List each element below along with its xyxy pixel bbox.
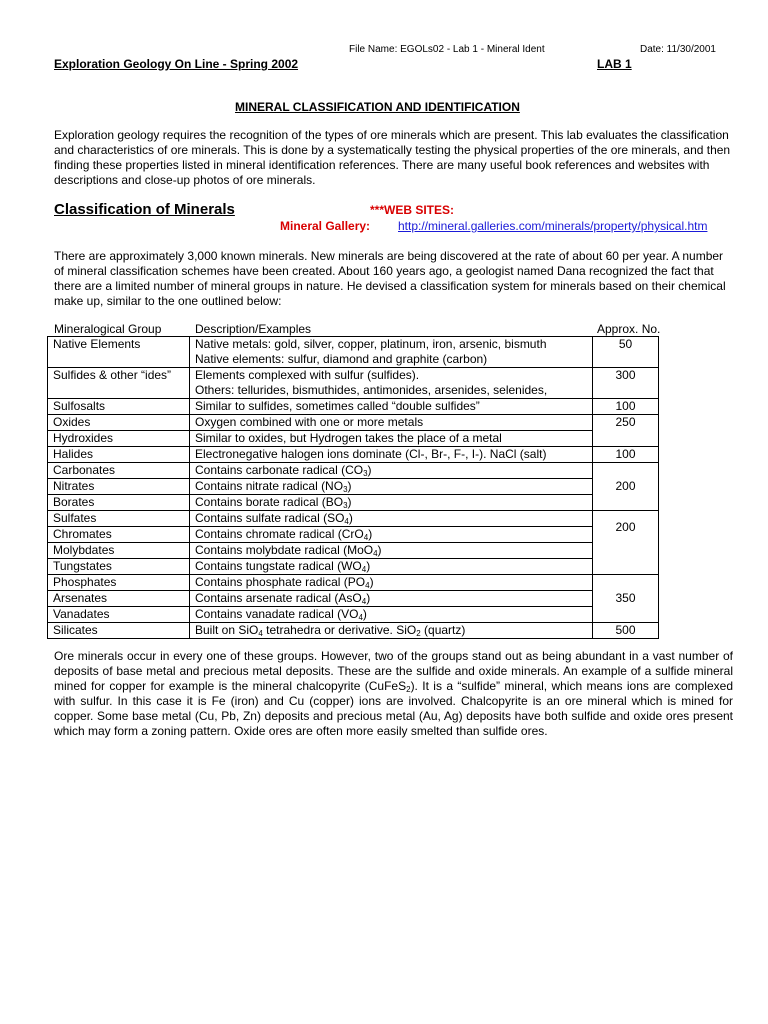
table-row	[48, 447, 659, 463]
description-cell: Contains molybdate radical (MoO$_4$)	[190, 543, 593, 559]
count-cell: 300	[593, 368, 659, 399]
table-row	[48, 337, 659, 368]
table-row	[48, 495, 659, 511]
table-row	[48, 591, 659, 607]
table-row	[48, 463, 659, 479]
group-cell: Carbonates	[48, 463, 190, 479]
mineral-gallery-link[interactable]: http://mineral.galleries.com/minerals/property/physical.htm	[398, 219, 708, 233]
description-cell: Contains sulfate radical $(SO_4)$	[190, 511, 593, 527]
description-cell: Elements complexed with sulfur (sulfides). Others: tellurides, bismuthides, antimonides, arsenides, selenides,	[190, 368, 593, 399]
classification-paragraph: There are approximately 3,000 known minerals. New minerals are being discovered at the rate of about 60 per year. A number of mineral classification schemes have been created. About 160 years ago, a geologist named Dana recognized the fact that there are a limited number of mineral groups in nature. He devised a classification system for minerals based on their chemical make up, similar to the one outlined below:	[54, 249, 726, 308]
count-cell: 200	[593, 511, 659, 575]
table-row	[48, 527, 659, 543]
table-row	[48, 607, 659, 623]
description-cell: Contains phosphate radical $(PO_4)$	[190, 575, 593, 591]
document-date: Date: 11/30/2001	[640, 44, 716, 55]
table-row	[48, 431, 659, 447]
mineral-gallery-label: Mineral Gallery:	[280, 219, 371, 233]
group-cell: Silicates	[48, 623, 190, 639]
column-header-group: Mineralogical Group	[54, 322, 162, 336]
lab-number: LAB 1	[597, 57, 632, 71]
table-row	[48, 368, 659, 399]
group-cell: Sulfides & other “ides”	[48, 368, 190, 399]
description-cell: Built on SiO$_4$ tetrahedra or derivative. SiO$_2$ (quartz)	[190, 623, 593, 639]
table-row	[48, 479, 659, 495]
description-cell: Oxygen combined with one or more metals	[190, 415, 593, 431]
web-sites-label: ***WEB SITES:	[370, 203, 455, 217]
count-cell: 100	[593, 399, 659, 415]
count-cell: 200	[593, 463, 659, 511]
description-cell: Contains chromate radical (CrO$_4$)	[190, 527, 593, 543]
table-row	[48, 415, 659, 431]
description-cell: Contains arsenate radical (AsO$_4$)	[190, 591, 593, 607]
description-cell: Contains vanadate radical $(VO_4)$	[190, 607, 593, 623]
group-cell: Phosphates	[48, 575, 190, 591]
group-cell: Tungstates	[48, 559, 190, 575]
table-row	[48, 575, 659, 591]
group-cell: Oxides	[48, 415, 190, 431]
description-cell: Contains borate radical $(BO_3)$	[190, 495, 593, 511]
description-cell: Contains carbonate radical $(CO_3)$	[190, 463, 593, 479]
group-cell: Nitrates	[48, 479, 190, 495]
column-header-description: Description/Examples	[195, 322, 312, 336]
count-cell: 50	[593, 337, 659, 368]
group-cell: Vanadates	[48, 607, 190, 623]
column-header-number: Approx. No.	[597, 322, 661, 336]
section-heading: Classification of Minerals	[54, 201, 235, 218]
table-row	[48, 559, 659, 575]
count-cell: 350	[593, 575, 659, 623]
count-cell: 250	[593, 415, 659, 447]
ore-minerals-paragraph: Ore minerals occur in every one of these groups. However, two of the groups stand out as being abundant in a vast number of deposits of base metal and precious metal deposits. These are the sulfide and oxide minerals. An example of a sulfide mineral mined for copper for example is the mineral chalcopyrite (CuFeS$_2$). It is a “sulfide” mineral, which means ions are complexed with sulfur. In this case it is Fe (iron) and Cu (copper) ions are involved. Chalcopyrite is an ore mineral which is mined for copper. Some base metal (Cu, Pb, Zn) deposits and precious metal (Au, Ag) deposits have both sulfide and oxide ores present which may form a zoning pattern. Oxide ores are often more easily smelted than sulfide ores.	[54, 649, 733, 738]
group-cell: Sulfates	[48, 511, 190, 527]
table-row	[48, 511, 659, 527]
intro-paragraph: Exploration geology requires the recognition of the types of ore minerals which are present. This lab evaluates the classification and characteristics of ore minerals. This is done by a systematically testing the physical properties of the ore minerals, and then finding these properties listed in mineral identification references. There are many useful book references and websites with descriptions and close-up photos of ore minerals.	[54, 128, 731, 187]
table-row	[48, 543, 659, 559]
group-cell: Arsenates	[48, 591, 190, 607]
count-cell: 500	[593, 623, 659, 639]
count-cell: 100	[593, 447, 659, 463]
description-cell: Contains tungstate radical $(WO_4)$	[190, 559, 593, 575]
mineral-classification-table	[47, 336, 659, 639]
group-cell: Chromates	[48, 527, 190, 543]
group-cell: Molybdates	[48, 543, 190, 559]
description-cell: Similar to oxides, but Hydrogen takes the place of a metal	[190, 431, 593, 447]
group-cell: Borates	[48, 495, 190, 511]
description-cell: Contains nitrate radical $(NO_3)$	[190, 479, 593, 495]
file-name: File Name: EGOLs02 - Lab 1 - Mineral Ident	[349, 44, 545, 55]
page-title: MINERAL CLASSIFICATION AND IDENTIFICATION	[235, 100, 520, 114]
table-row	[48, 623, 659, 639]
table-row	[48, 399, 659, 415]
group-cell: Native Elements	[48, 337, 190, 368]
group-cell: Hydroxides	[48, 431, 190, 447]
description-cell: Similar to sulfides, sometimes called “double sulfides”	[190, 399, 593, 415]
description-cell: Native metals: gold, silver, copper, platinum, iron, arsenic, bismuth Native elements: sulfur, diamond and graphite (carbon)	[190, 337, 593, 368]
group-cell: Sulfosalts	[48, 399, 190, 415]
group-cell: Halides	[48, 447, 190, 463]
course-title: Exploration Geology On Line - Spring 2002	[54, 57, 299, 71]
description-cell: Electronegative halogen ions dominate (Cl-, Br-, F-, I-). NaCl (salt)	[190, 447, 593, 463]
